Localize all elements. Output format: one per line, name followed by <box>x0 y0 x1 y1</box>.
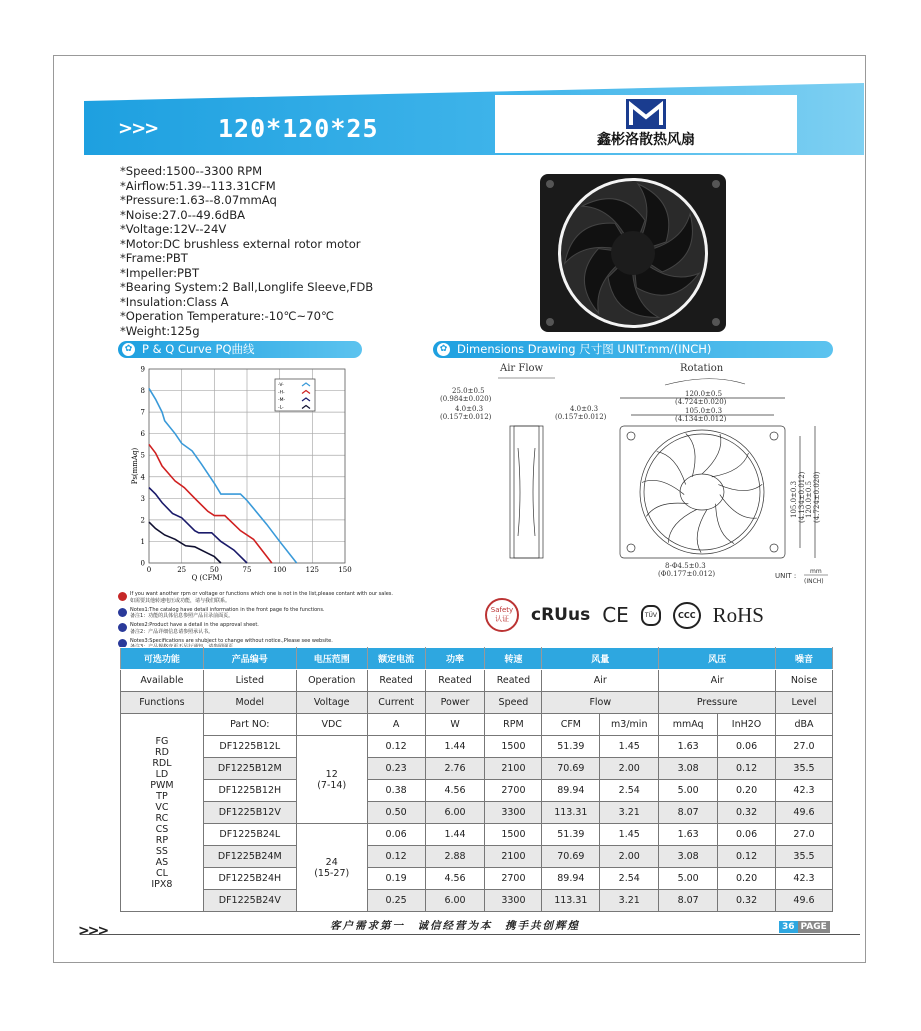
table-cell: 27.0 <box>776 736 833 758</box>
table-cell: 1500 <box>485 824 542 846</box>
x-tick-label: 25 <box>177 566 187 574</box>
header-cell: 产品编号 <box>203 648 296 670</box>
y-axis-label: Ps(mmAq) <box>131 447 139 485</box>
drawing-blade <box>668 504 697 548</box>
header-cell: 电压范围 <box>296 648 367 670</box>
table-header-cn <box>121 648 833 670</box>
model-cell: DF1225B24V <box>203 890 296 912</box>
note-en: Notes3:Specifications are shubject to change without notice.,Please see website. <box>130 637 333 644</box>
header-cell: 噪音 <box>776 648 833 670</box>
dim-hole-spacing: 105.0±0.3 <box>685 407 723 415</box>
voltage-cell <box>296 824 367 912</box>
drawing-blade <box>689 509 718 553</box>
table-cell: Reated <box>485 670 542 692</box>
table-cell: 0.06 <box>367 824 425 846</box>
y-tick-label: 5 <box>140 451 145 460</box>
x-tick-label: 50 <box>209 566 219 574</box>
table-cell: 51.39 <box>542 736 600 758</box>
table-row <box>121 758 833 780</box>
note-bullet-icon <box>118 623 127 632</box>
page-title: 120*120*25 <box>218 114 379 143</box>
table-cell: 42.3 <box>776 780 833 802</box>
model-cell: DF1225B24L <box>203 824 296 846</box>
table-cell: 1.44 <box>425 736 485 758</box>
table-cell: 4.56 <box>425 868 485 890</box>
header-cell: 转速 <box>485 648 542 670</box>
series-line-L <box>149 522 221 563</box>
brand-logo <box>495 95 797 153</box>
unit-inch: (INCH) <box>804 578 824 585</box>
dim-holes: 8-Φ4.5±0.3 <box>665 562 706 570</box>
header-cell: 风压 <box>659 648 776 670</box>
note-cn: 备注1：功能的具体信息参照产品目录前面页。 <box>130 613 234 619</box>
y-tick-label: 2 <box>140 516 145 525</box>
x-tick-label: 100 <box>272 566 287 574</box>
table-cell: 27.0 <box>776 824 833 846</box>
dim-height-holes: 105.0±0.3 <box>790 480 798 518</box>
table-cell: 1.45 <box>600 824 659 846</box>
table-cell: Voltage <box>296 692 367 714</box>
drawing-blade <box>671 433 709 477</box>
unit-cell: m3/min <box>600 714 659 736</box>
table-cell: Listed <box>203 670 296 692</box>
note-en: Notes1:The catalog have detail information in the front page fo the functions. <box>130 606 325 613</box>
unit-cell: InH2O <box>718 714 776 736</box>
table-cell: 113.31 <box>542 802 600 824</box>
table-cell: 42.3 <box>776 868 833 890</box>
unit-cell: dBA <box>776 714 833 736</box>
table-cell: 70.69 <box>542 758 600 780</box>
table-cell: 0.38 <box>367 780 425 802</box>
table-row <box>121 714 833 736</box>
table-cell: 0.06 <box>718 736 776 758</box>
table-cell: 2100 <box>485 758 542 780</box>
fan-bullet-icon: ✿ <box>437 343 450 356</box>
table-cell: 49.6 <box>776 890 833 912</box>
functions-list: FG RD RDL LD PWM TP VC RC CS RP SS AS CL IPX8 <box>121 714 204 912</box>
page-number <box>779 921 830 933</box>
table-cell: 2700 <box>485 780 542 802</box>
fan-bullet-icon: ✿ <box>122 343 135 356</box>
table-cell: 113.31 <box>542 890 600 912</box>
dim-hole-spacing-inch: (4.134±0.012) <box>675 415 727 423</box>
ul-cert-logo: cRUus <box>531 605 591 625</box>
table-cell: 1500 <box>485 736 542 758</box>
table-cell: 0.06 <box>718 824 776 846</box>
spec-item: *Noise:27.0--49.6dBA <box>120 207 246 222</box>
model-cell: DF1225B24M <box>203 846 296 868</box>
table-cell: 3300 <box>485 890 542 912</box>
table-cell: 6.00 <box>425 802 485 824</box>
chevron-icon: >>> <box>118 118 158 139</box>
header-cell: 风量 <box>542 648 659 670</box>
table-cell: 35.5 <box>776 758 833 780</box>
model-cell: DF1225B12V <box>203 802 296 824</box>
dim-flange-inch: (0.157±0.012) <box>440 413 492 421</box>
dim-width-inch: (4.724±0.020) <box>675 398 727 406</box>
table-cell: 0.12 <box>367 846 425 868</box>
table-cell: 6.00 <box>425 890 485 912</box>
note-cn: 备注2：产品详细信息请参照承认书。 <box>130 628 214 635</box>
note-bullet-icon <box>118 592 127 601</box>
table-cell: Flow <box>542 692 659 714</box>
legend-label: -M- <box>278 398 286 403</box>
table-cell: 0.32 <box>718 890 776 912</box>
note-en: Notes2:Product have a detail in the approval sheet. <box>130 622 259 628</box>
unit-mm: mm <box>810 568 822 575</box>
unit-cell: mmAq <box>659 714 718 736</box>
logo-mark-icon <box>626 99 666 129</box>
table-cell: Reated <box>425 670 485 692</box>
table-cell: 35.5 <box>776 846 833 868</box>
note-item <box>118 591 408 604</box>
header-cell: 额定电流 <box>367 648 425 670</box>
x-tick-label: 150 <box>338 566 352 574</box>
model-cell: DF1225B12H <box>203 780 296 802</box>
table-cell: 49.6 <box>776 802 833 824</box>
voltage-value: 12 <box>325 768 338 780</box>
drawing-blade <box>702 434 721 474</box>
spec-item: *Airflow:51.39--113.31CFM <box>120 178 276 193</box>
drawing-blade <box>718 468 762 502</box>
tuv-cert-logo: TÜV <box>641 605 661 626</box>
table-cell: 3.08 <box>659 846 718 868</box>
spec-item: *Pressure:1.63--8.07mmAq <box>120 193 277 207</box>
y-tick-label: 0 <box>140 559 145 568</box>
table-row <box>121 736 833 758</box>
header-cell: 可选功能 <box>121 648 204 670</box>
table-cell: 89.94 <box>542 780 600 802</box>
spec-item: *Motor:DC brushless external rotor motor <box>120 236 361 251</box>
table-cell: 0.20 <box>718 780 776 802</box>
unit-cell: W <box>425 714 485 736</box>
table-cell: 70.69 <box>542 846 600 868</box>
legend-label: -V- <box>278 383 284 388</box>
unit-label: UNIT : <box>775 572 797 580</box>
table-cell: Power <box>425 692 485 714</box>
chevron-icon: >>> <box>78 923 108 939</box>
note-bullet-icon <box>118 608 127 617</box>
y-tick-label: 1 <box>140 537 145 546</box>
table-row <box>121 868 833 890</box>
table-row <box>121 692 833 714</box>
table-cell: 3300 <box>485 802 542 824</box>
series-line-M <box>149 488 247 563</box>
table-cell: 2.54 <box>600 868 659 890</box>
spec-table <box>120 647 833 912</box>
table-cell: 1.44 <box>425 824 485 846</box>
rotation-label: Rotation <box>680 363 724 374</box>
table-cell: 0.12 <box>718 846 776 868</box>
spec-item: *Insulation:Class A <box>120 294 229 309</box>
spec-item: *Operation Temperature:-10℃~70℃ <box>120 309 334 323</box>
page-num: 36 <box>779 921 798 933</box>
footer-rule <box>80 934 860 935</box>
unit-cell: Part NO: <box>203 714 296 736</box>
model-cell: DF1225B12M <box>203 758 296 780</box>
table-row <box>121 846 833 868</box>
table-cell: 0.19 <box>367 868 425 890</box>
dim-height: 120.0±0.5 <box>805 480 813 518</box>
fan-photo <box>538 172 728 334</box>
table-cell: Speed <box>485 692 542 714</box>
spec-item: *Bearing System:2 Ball,Longlife Sleeve,FDB <box>120 280 374 294</box>
dim-height-inch: (4.724±0.020) <box>813 471 821 523</box>
table-cell: Reated <box>367 670 425 692</box>
table-cell: 51.39 <box>542 824 600 846</box>
table-cell: 1.63 <box>659 824 718 846</box>
model-cell: DF1225B24H <box>203 868 296 890</box>
table-cell: Functions <box>121 692 204 714</box>
table-cell: Operation <box>296 670 367 692</box>
spec-list <box>120 164 373 338</box>
y-tick-label: 7 <box>140 408 145 417</box>
table-cell: 2.00 <box>600 846 659 868</box>
table-cell: 8.07 <box>659 890 718 912</box>
table-cell: Pressure <box>659 692 776 714</box>
footer-slogan: 客户需求第一 诚信经营为本 携手共创辉煌 <box>330 920 580 932</box>
table-cell: 2.00 <box>600 758 659 780</box>
legend <box>275 379 315 411</box>
spec-item: *Voltage:12V--24V <box>120 222 227 236</box>
table-cell: Air <box>542 670 659 692</box>
unit-cell: RPM <box>485 714 542 736</box>
voltage-range: (15-27) <box>314 867 350 879</box>
dim-width: 120.0±0.5 <box>685 390 723 398</box>
table-cell: 3.21 <box>600 890 659 912</box>
unit-cell: CFM <box>542 714 600 736</box>
ccc-cert-logo: CCC <box>673 602 701 629</box>
x-tick-label: 75 <box>242 566 252 574</box>
table-cell: 2700 <box>485 868 542 890</box>
model-cell: DF1225B12L <box>203 736 296 758</box>
drawing-blade <box>642 476 684 500</box>
table-cell: Noise <box>776 670 833 692</box>
voltage-cell <box>296 736 367 824</box>
dim-flange2-inch: (0.157±0.012) <box>555 413 607 421</box>
dim-flange2: 4.0±0.3 <box>570 405 599 413</box>
table-row <box>121 802 833 824</box>
y-tick-label: 3 <box>140 494 145 503</box>
y-tick-label: 4 <box>140 473 145 482</box>
legend-label: -L- <box>278 405 284 411</box>
table-cell: 0.12 <box>367 736 425 758</box>
note-item <box>118 607 408 620</box>
header-cell: 功率 <box>425 648 485 670</box>
voltage-value: 24 <box>325 856 338 868</box>
dim-holes-inch: (Φ0.177±0.012) <box>658 570 716 578</box>
ce-cert-logo: CE <box>602 603 629 627</box>
table-cell: 2.88 <box>425 846 485 868</box>
airflow-label: Air Flow <box>500 363 544 374</box>
table-row <box>121 890 833 912</box>
notes <box>118 591 408 653</box>
table-cell: 1.63 <box>659 736 718 758</box>
voltage-range: (7-14) <box>317 779 347 791</box>
dimension-drawing <box>430 358 840 586</box>
table-cell: 2.76 <box>425 758 485 780</box>
table-cell: 2100 <box>485 846 542 868</box>
rohs-cert-logo: RoHS <box>712 602 764 627</box>
drawing-blade <box>717 495 759 519</box>
table-cell: 0.25 <box>367 890 425 912</box>
section-dimensions <box>433 341 833 358</box>
section-title: Dimensions Drawing 尺寸图 UNIT:mm/(INCH) <box>457 342 712 356</box>
table-cell: 2.54 <box>600 780 659 802</box>
table-cell: 89.94 <box>542 868 600 890</box>
table-cell: 3.21 <box>600 802 659 824</box>
dim-depth: 25.0±0.5 <box>452 387 485 395</box>
table-row <box>121 824 833 846</box>
x-tick-label: 0 <box>146 566 152 574</box>
legend-label: -H- <box>278 390 285 396</box>
table-cell: 8.07 <box>659 802 718 824</box>
spec-item: *Impeller:PBT <box>120 265 200 280</box>
y-tick-label: 9 <box>140 365 145 374</box>
note-cn: 如需要其他转速电压或功能，请与我们联系。 <box>130 597 231 604</box>
table-cell: 4.56 <box>425 780 485 802</box>
section-title: P & Q Curve PQ曲线 <box>142 342 255 356</box>
spec-item: *Speed:1500--3300 RPM <box>120 164 263 178</box>
drawing-blade <box>646 490 689 530</box>
x-axis-label: Q (CFM) <box>191 574 223 582</box>
table-cell: Available <box>121 670 204 692</box>
table-cell: Current <box>367 692 425 714</box>
spec-item: *Frame:PBT <box>120 251 188 265</box>
series-line-H <box>149 444 272 563</box>
table-cell: 3.08 <box>659 758 718 780</box>
table-cell: Model <box>203 692 296 714</box>
table-row <box>121 670 833 692</box>
table-cell: 0.32 <box>718 802 776 824</box>
table-cell: 0.23 <box>367 758 425 780</box>
page-label: PAGE <box>798 921 830 933</box>
table-cell: 0.20 <box>718 868 776 890</box>
drawing-blade <box>649 451 693 485</box>
x-tick-label: 125 <box>305 566 320 574</box>
certifications <box>485 598 764 632</box>
safety-cert-logo: Safety 认证 <box>485 598 519 632</box>
table-cell: 0.50 <box>367 802 425 824</box>
spec-item: *Weight:125g <box>120 323 200 338</box>
dim-height-holes-inch: (4.134±0.012) <box>798 471 806 523</box>
section-pq-curve <box>118 341 362 358</box>
unit-cell: VDC <box>296 714 367 736</box>
dim-flange: 4.0±0.3 <box>455 405 484 413</box>
table-cell: 5.00 <box>659 868 718 890</box>
brand-name: 鑫彬洛散热风扇 <box>597 132 695 148</box>
unit-cell: A <box>367 714 425 736</box>
table-cell: 5.00 <box>659 780 718 802</box>
table-cell: Air <box>659 670 776 692</box>
table-cell: 1.45 <box>600 736 659 758</box>
dim-depth-inch: (0.984±0.020) <box>440 395 492 403</box>
table-row <box>121 780 833 802</box>
y-tick-label: 8 <box>140 387 145 396</box>
note-item <box>118 622 408 635</box>
drawing-blade <box>712 443 750 487</box>
note-en: If you want another rpm or voltage or functions which one is not in the list,please contant with our sales. <box>130 591 393 597</box>
pq-curve-chart <box>115 360 365 582</box>
y-tick-label: 6 <box>140 430 145 439</box>
table-cell: Level <box>776 692 833 714</box>
table-cell: 0.12 <box>718 758 776 780</box>
drawing-blade <box>703 504 746 544</box>
